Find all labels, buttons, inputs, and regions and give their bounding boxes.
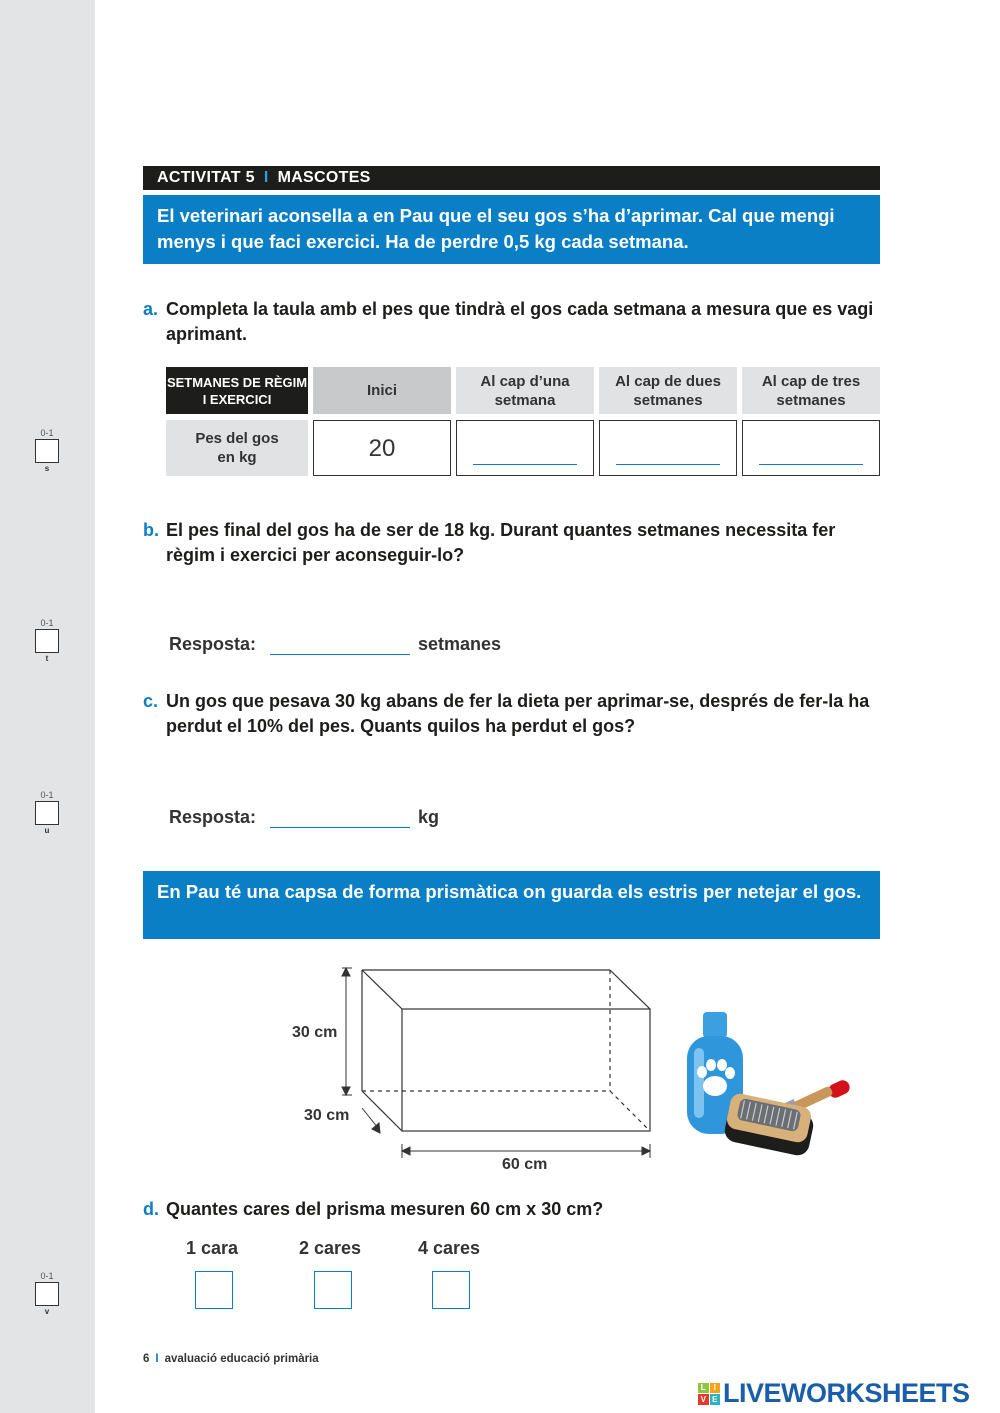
left-margin-strip [0, 0, 95, 1413]
activity-title: MASCOTES [277, 169, 371, 186]
question-letter: a. [143, 299, 159, 319]
prism-diagram [280, 958, 680, 1180]
answer-input-week3[interactable] [759, 464, 863, 465]
score-range: 0-1 [40, 428, 54, 438]
footer-separator: I [155, 1353, 159, 1365]
score-input[interactable] [35, 439, 59, 463]
question-c [143, 689, 883, 739]
table-header-week2: Al cap de dues setmanes [599, 367, 737, 414]
prism-height-label: 30 cm [292, 1024, 338, 1041]
activity-header [143, 166, 880, 190]
score-code: t [45, 654, 49, 663]
answer-input-week2[interactable] [616, 464, 720, 465]
score-input[interactable] [35, 801, 59, 825]
answer-label-c: Resposta: [169, 807, 257, 827]
question-text: El pes final del gos ha de ser de 18 kg. Durant quantes setmanes necessita fer règim i exercici per aconseguir-lo? [166, 520, 836, 565]
table-cell-start-value: 20 [313, 420, 451, 476]
activity-intro: El veterinari aconsella a en Pau que el seu gos s’ha d’aprimar. Cal que mengi menys i que faci exercici. Ha de perdre 0,5 kg cada setmana. [143, 195, 880, 264]
option-checkbox-1[interactable] [195, 1271, 233, 1309]
score-code: s [44, 464, 50, 473]
question-text: Completa la taula amb el pes que tindrà el gos cada setmana a mesura que es vagi aprimant. [166, 299, 874, 344]
score-code: v [44, 1307, 50, 1316]
box-intro: En Pau té una capsa de forma prismàtica on guarda els estris per netejar el gos. [143, 871, 880, 939]
score-input[interactable] [35, 629, 59, 653]
question-letter: d. [143, 1199, 159, 1219]
answer-unit-b: setmanes [418, 634, 502, 654]
question-text: Quantes cares del prisma mesuren 60 cm x 30 cm? [166, 1199, 604, 1219]
question-letter: c. [143, 691, 159, 711]
table-header-start: Inici [313, 367, 451, 414]
score-box-u [34, 790, 60, 836]
table-cell-week2 [599, 420, 737, 476]
question-b [143, 518, 883, 568]
table-header-weeks: SETMANES DE RÈGIM I EXERCICI [166, 367, 308, 414]
score-range: 0-1 [40, 790, 54, 800]
activity-separator: I [263, 169, 269, 186]
score-box-t [34, 618, 60, 664]
score-box-s [34, 428, 60, 474]
option-label-2: 2 cares [299, 1238, 362, 1258]
table-cell-week1 [456, 420, 594, 476]
table-header-week3: Al cap de tres setmanes [742, 367, 880, 414]
liveworksheets-logo [698, 1378, 970, 1409]
answer-input-b[interactable] [270, 654, 410, 655]
score-code: u [44, 826, 50, 835]
grooming-illustration [682, 1008, 857, 1163]
answer-input-week1[interactable] [473, 464, 577, 465]
question-a [143, 297, 883, 347]
page-footer [143, 1353, 319, 1365]
option-checkbox-2[interactable] [314, 1271, 352, 1309]
dimension-arrows [342, 968, 650, 1158]
liveworksheets-wordmark: LIVEWORKSHEETS [723, 1378, 970, 1408]
question-letter: b. [143, 520, 159, 540]
option-checkbox-3[interactable] [432, 1271, 470, 1309]
answer-label-b: Resposta: [169, 634, 257, 654]
answer-input-c[interactable] [270, 827, 410, 828]
option-label-3: 4 cares [418, 1238, 481, 1258]
prism-edges [362, 970, 650, 1131]
footer-text: avaluació educació primària [164, 1353, 319, 1365]
score-range: 0-1 [40, 618, 54, 628]
table-cell-week3 [742, 420, 880, 476]
table-header-week1: Al cap d’una setmana [456, 367, 594, 414]
question-text: Un gos que pesava 30 kg abans de fer la dieta per aprimar-se, després de fer-la ha perdut el 10% del pes. Quants quilos ha perdut el gos? [166, 691, 870, 736]
question-d [143, 1197, 883, 1222]
score-box-v [34, 1271, 60, 1317]
prism-width-label: 60 cm [502, 1156, 548, 1173]
score-input[interactable] [35, 1282, 59, 1306]
answer-unit-c: kg [418, 807, 440, 827]
page-number: 6 [143, 1353, 150, 1365]
score-range: 0-1 [40, 1271, 54, 1281]
option-label-1: 1 cara [186, 1238, 239, 1258]
prism-depth-label: 30 cm [304, 1107, 350, 1124]
table-row-label: Pes del gos en kg [166, 420, 308, 476]
activity-number: ACTIVITAT 5 [157, 169, 255, 186]
liveworksheets-icon: L I V E [698, 1383, 720, 1405]
